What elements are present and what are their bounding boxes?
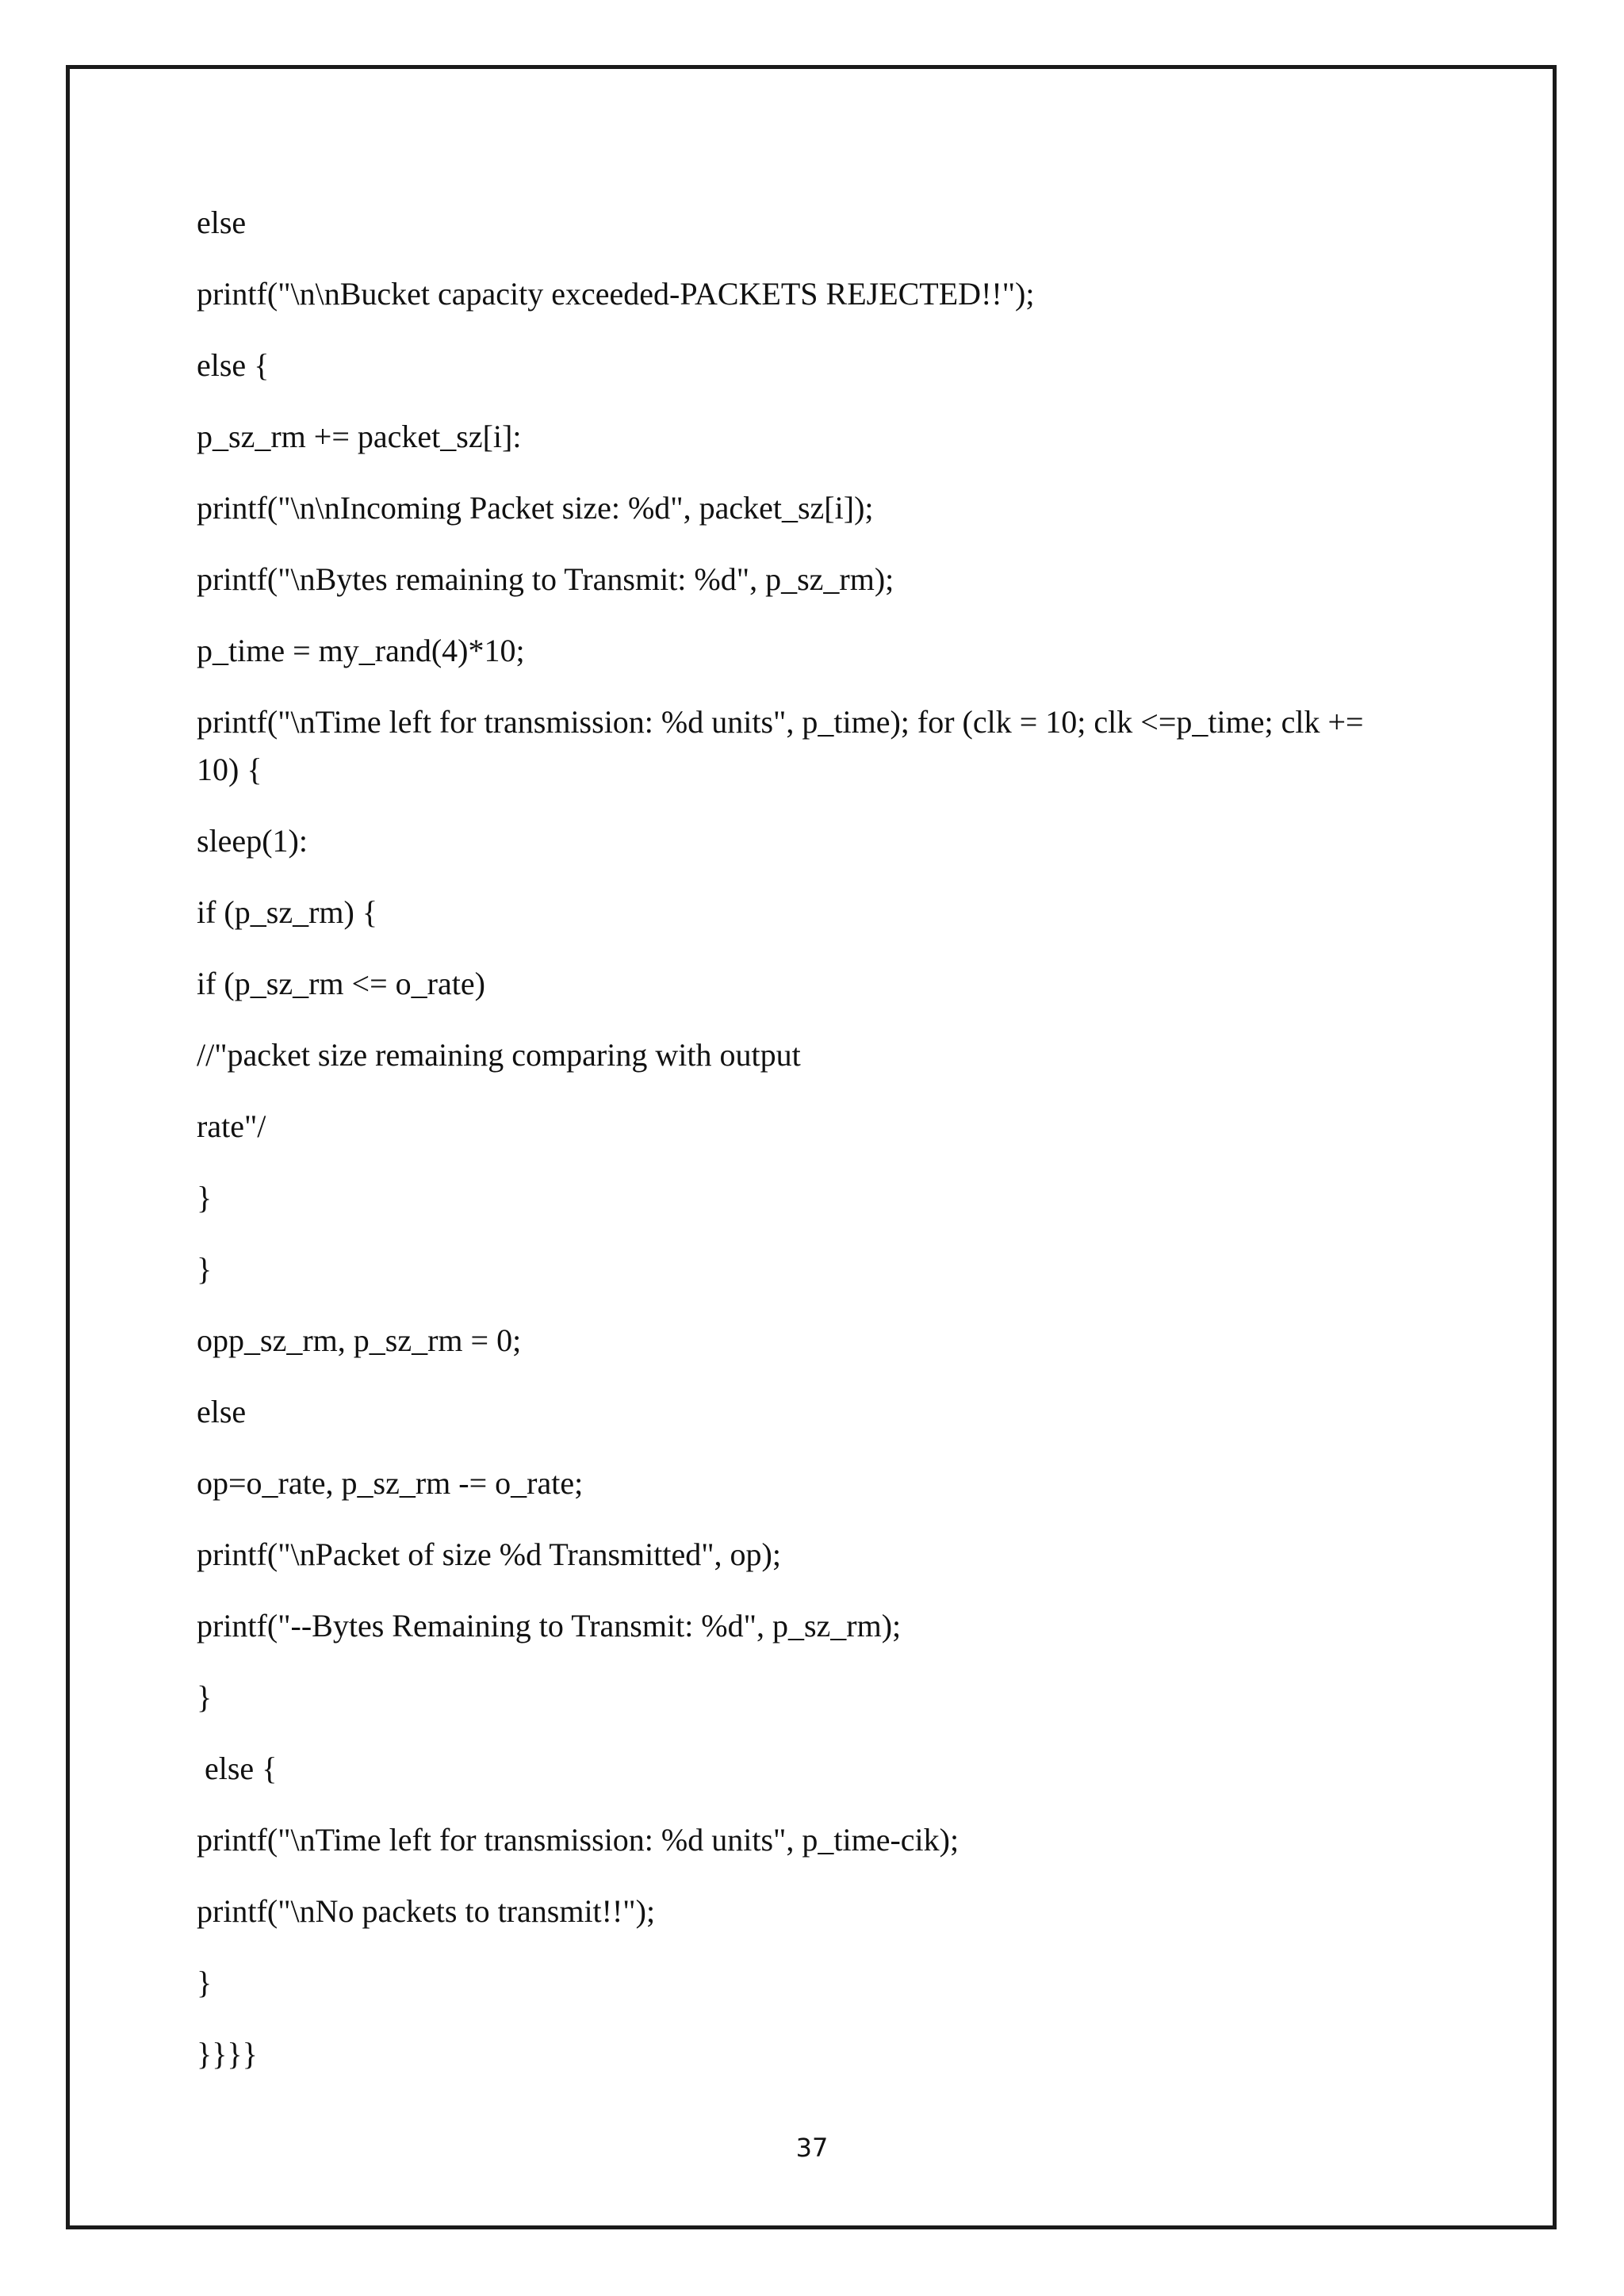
code-line: op=o_rate, p_sz_rm -= o_rate; bbox=[197, 1465, 584, 1501]
code-line: printf("\nBytes remaining to Transmit: %d", p_sz_rm); bbox=[197, 561, 894, 597]
code-line: printf("\nTime left for transmission: %d units", p_time); for (clk = 10; clk <=p_time; clk += bbox=[197, 704, 1364, 740]
code-line: }}}} bbox=[197, 2036, 258, 2072]
code-line: //"packet size remaining comparing with output bbox=[197, 1037, 801, 1073]
code-line: if (p_sz_rm) { bbox=[197, 894, 378, 930]
code-line: } bbox=[197, 1251, 213, 1287]
code-line: opp_sz_rm, p_sz_rm = 0; bbox=[197, 1322, 522, 1358]
code-line: 10) { bbox=[197, 752, 262, 787]
code-line: } bbox=[197, 1679, 213, 1715]
code-line: else bbox=[197, 205, 247, 240]
code-line: printf("\n\nBucket capacity exceeded-PACKETS REJECTED!!"); bbox=[197, 276, 1035, 312]
code-line: } bbox=[197, 1965, 213, 2000]
page-number: 37 bbox=[795, 2133, 829, 2163]
code-line: printf("\nNo packets to transmit!!"); bbox=[197, 1893, 656, 1929]
code-line: sleep(1): bbox=[197, 823, 308, 859]
code-line: else bbox=[197, 1394, 247, 1429]
code-line: printf("\nTime left for transmission: %d units", p_time-cik); bbox=[197, 1822, 959, 1858]
code-line: printf("\n\nIncoming Packet size: %d", packet_sz[i]); bbox=[197, 490, 874, 526]
code-line: p_sz_rm += packet_sz[i]: bbox=[197, 419, 522, 454]
code-line: } bbox=[197, 1180, 213, 1215]
code-line: p_time = my_rand(4)*10; bbox=[197, 633, 525, 668]
code-line: printf("--Bytes Remaining to Transmit: %d", p_sz_rm); bbox=[197, 1608, 902, 1644]
code-line: else { bbox=[197, 347, 270, 383]
code-line: rate"/ bbox=[197, 1108, 266, 1144]
code-line: else { bbox=[197, 1751, 278, 1786]
code-line: printf("\nPacket of size %d Transmitted", op); bbox=[197, 1536, 781, 1572]
code-line: if (p_sz_rm <= o_rate) bbox=[197, 966, 485, 1001]
